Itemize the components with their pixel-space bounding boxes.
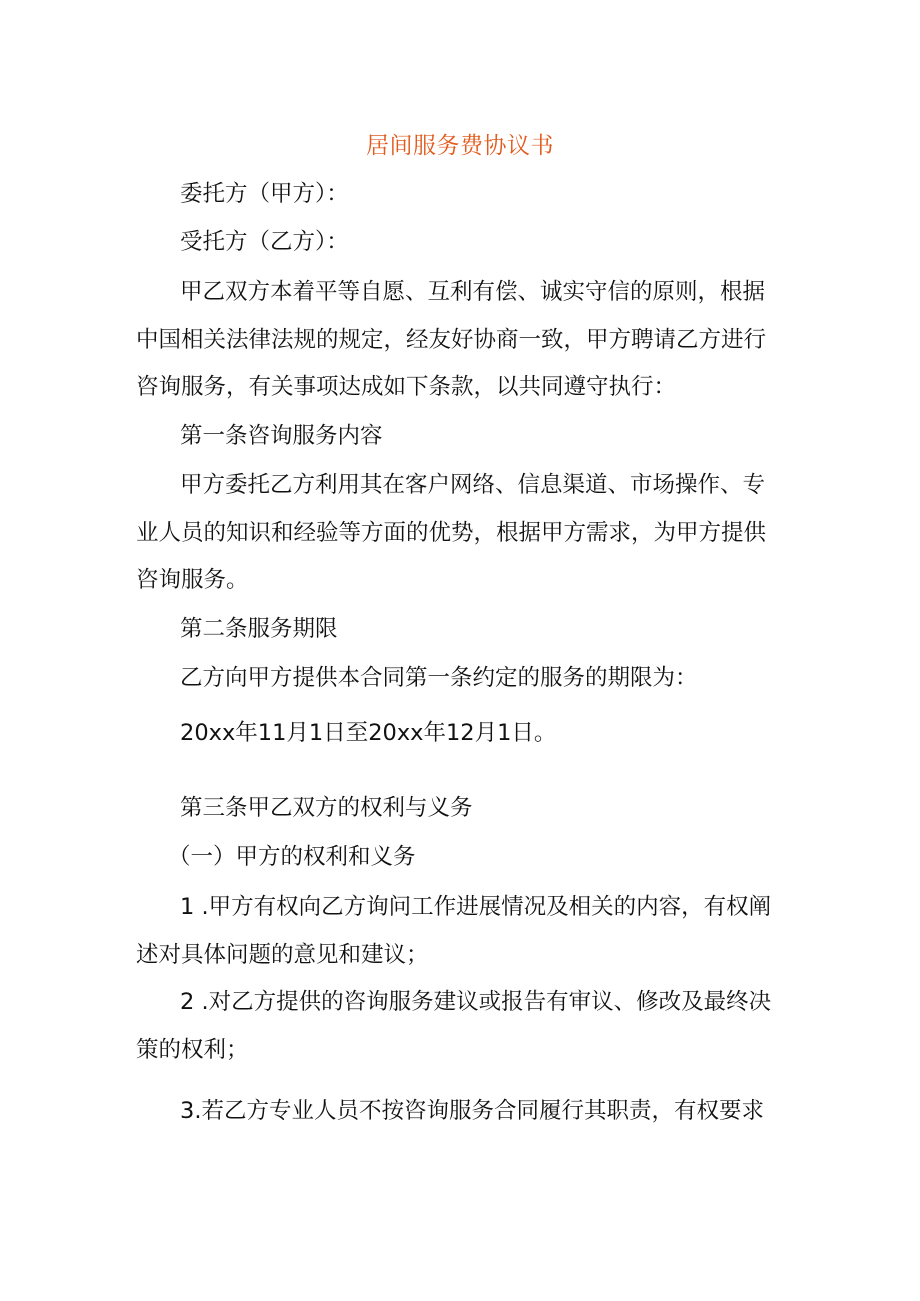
preamble-line-3: 咨询服务，有关事项达成如下条款，以共同遵守执行： [136, 374, 677, 400]
article-3-heading: 第三条甲乙双方的权利与义务 [180, 795, 473, 821]
item-2-line-2: 策的权利； [136, 1037, 249, 1063]
party-b-line: 受托方（乙方）： [180, 229, 349, 255]
preamble-line-1: 甲乙双方本着平等自愿、互利有偿、诚实守信的原则，根据 [180, 279, 766, 305]
article-1-heading: 第一条咨询服务内容 [180, 423, 383, 449]
item-3-line-1: 3.若乙方专业人员不按咨询服务合同履行其职责，有权要求 [180, 1098, 764, 1124]
article-2-heading: 第二条服务期限 [180, 616, 338, 642]
document-title: 居间服务费协议书 [366, 133, 554, 159]
article-3-section-1-heading: （一）甲方的权利和义务 [168, 844, 416, 870]
preamble-line-2: 中国相关法律法规的规定，经友好协商一致，甲方聘请乙方进行 [136, 327, 767, 353]
article-2-line-1: 乙方向甲方提供本合同第一条约定的服务的期限为： [180, 665, 698, 691]
item-2-line-1: 2 .对乙方提供的咨询服务建议或报告有审议、修改及最终决 [180, 989, 772, 1015]
article-1-line-1: 甲方委托乙方利用其在客户网络、信息渠道、市场操作、专 [180, 472, 766, 498]
item-1-line-1: 1 .甲方有权向乙方询问工作进展情况及相关的内容，有权阐 [180, 894, 772, 920]
article-2-line-2: 20xx年11月1日至20xx年12月1日。 [180, 720, 557, 746]
article-1-line-3: 咨询服务。 [136, 567, 249, 593]
item-1-line-2: 述对具体问题的意见和建议； [136, 942, 429, 968]
article-1-line-2: 业人员的知识和经验等方面的优势，根据甲方需求，为甲方提供 [136, 520, 767, 546]
party-a-line: 委托方（甲方）： [180, 181, 349, 207]
